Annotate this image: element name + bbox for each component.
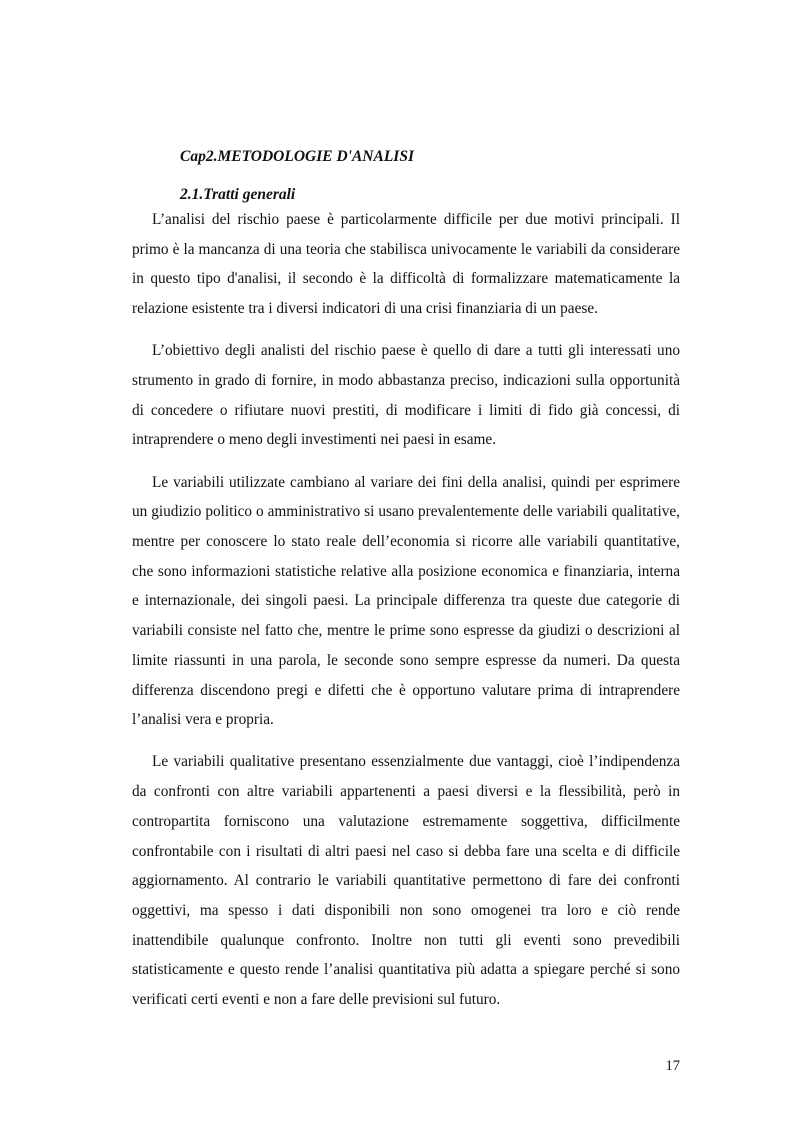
- chapter-title: Cap2.METODOLOGIE D'ANALISI: [180, 148, 414, 165]
- paragraph-3: Le variabili utilizzate cambiano al variare dei fini della analisi, quindi per esprimere un giudizio politico o amministrativo si usano prevalentemente delle variabili qualitative, mentre per conoscere lo stato reale dell’economia si ricorre alle variabili quantitative, che sono informazioni statistiche relative alla posizione economica e finanziaria, interna e internazionale, dei singoli paesi. La principale differenza tra queste due categorie di variabili consiste nel fatto che, mentre le prime sono espresse da giudizi o descrizioni al limite riassunti in una parola, le seconde sono sempre espresse da numeri. Da questa differenza discendono pregi e difetti che è opportuno valutare prima di intraprendere l’analisi vera e propria.: [132, 473, 680, 729]
- section-title: 2.1.Tratti generali: [180, 186, 296, 203]
- body-text: [132, 205, 680, 1027]
- page-number: 17: [665, 1058, 680, 1074]
- paragraph-1: L’analisi del rischio paese è particolarmente difficile per due motivi principali. Il primo è la mancanza di una teoria che stabilisca univocamente le variabili da considerare in questo tipo d'analisi, il secondo è la difficoltà di formalizzare matematicamente la relazione esistente tra i diversi indicatori di una crisi finanziaria di un paese.: [132, 211, 680, 318]
- paragraph-2: L’obiettivo degli analisti del rischio paese è quello di dare a tutti gli interessati uno strumento in grado di fornire, in modo abbastanza preciso, indicazioni sulla opportunità di concedere o rifiutare nuovi prestiti, di modificare i limiti di fido già concessi, di intraprendere o meno degli investimenti nei paesi in esame.: [132, 342, 680, 449]
- paragraph-4: Le variabili qualitative presentano essenzialmente due vantaggi, cioè l’indipendenza da confronti con altre variabili appartenenti a paesi diversi e la flessibilità, però in contropartita forniscono una valutazione estremamente soggettiva, difficilmente confrontabile con i risultati di altri paesi nel caso si debba fare una scelta e di difficile aggiornamento. Al contrario le variabili quantitative permettono di fare dei confronti oggettivi, ma spesso i dati disponibili non sono omogenei tra loro e ciò rende inattendibile qualunque confronto. Inoltre non tutti gli eventi sono prevedibili statisticamente e questo rende l’analisi quantitativa più adatta a spiegare perché si sono verificati certi eventi e non a fare delle previsioni sul futuro.: [132, 753, 680, 1009]
